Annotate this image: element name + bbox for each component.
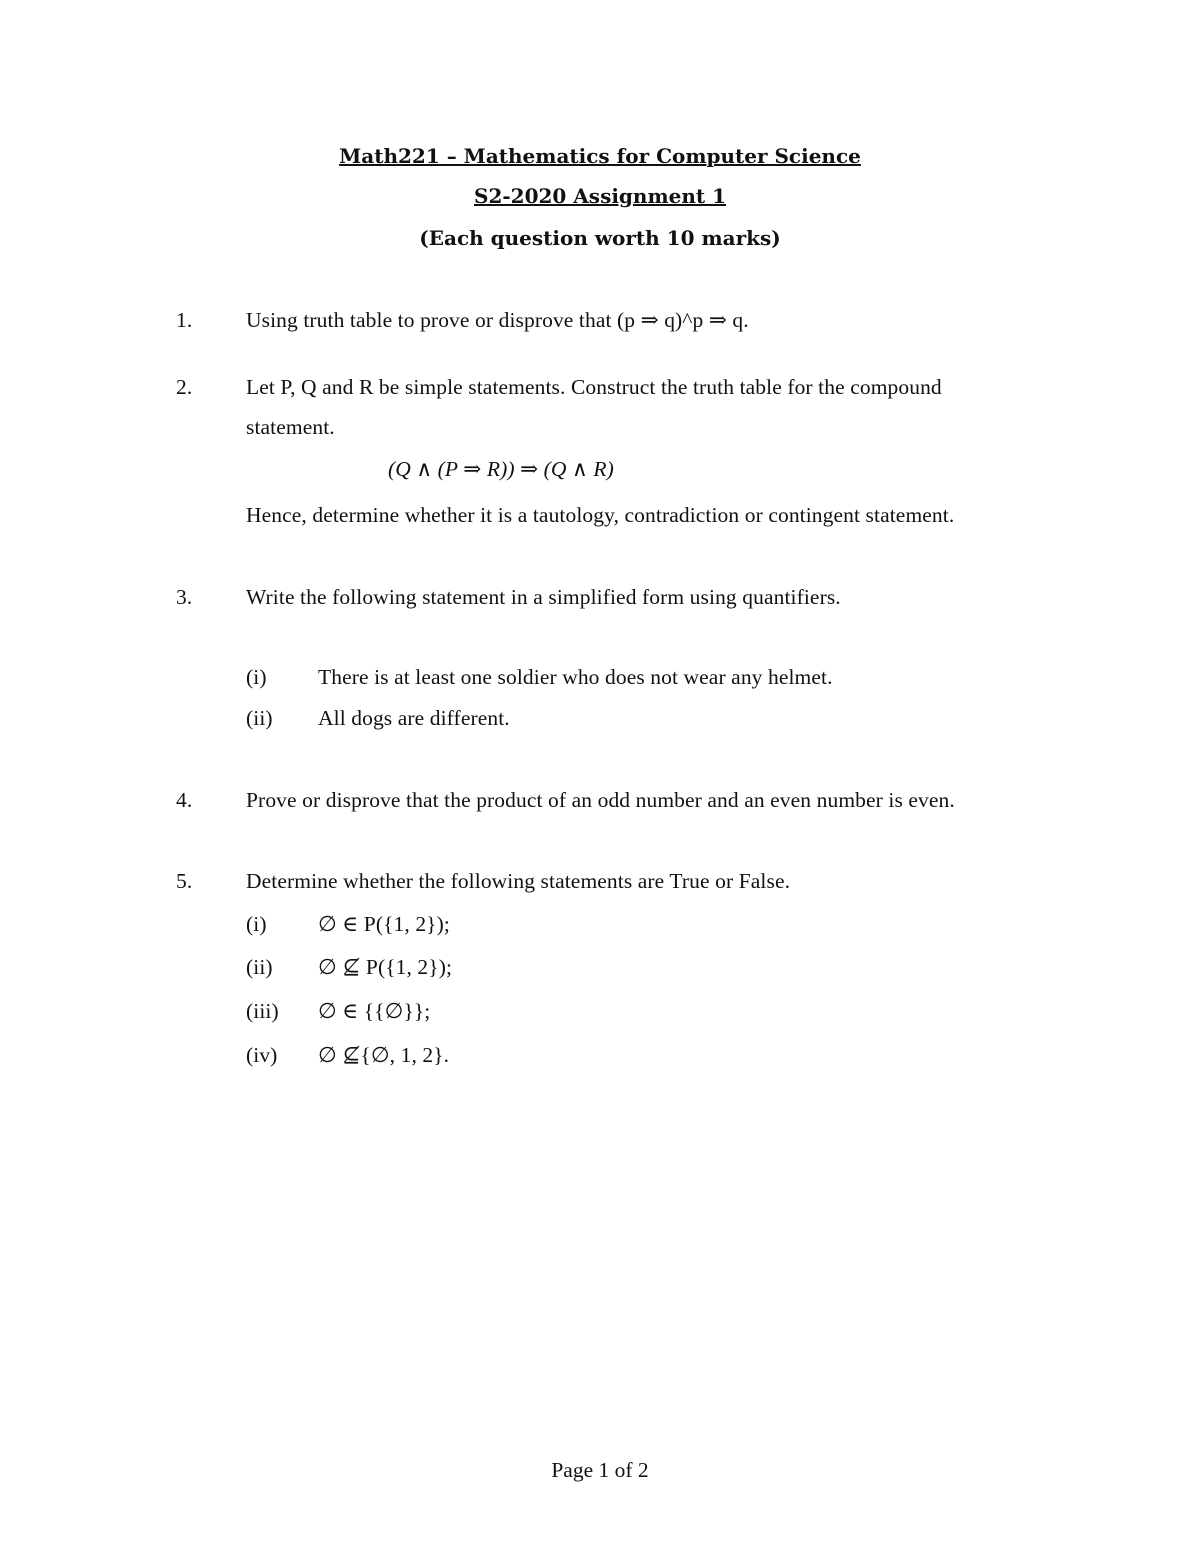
sub-question-label: (iii)	[246, 999, 279, 1023]
page-number: Page 1 of 2	[551, 1458, 649, 1482]
compound-formula: (Q ∧ (P ⇒ R)) ⇒ (Q ∧ R)	[388, 457, 614, 481]
question-number: 1.	[176, 308, 193, 332]
question-text: Determine whether the following statements are True or False.	[246, 869, 791, 893]
sub-question-label: (ii)	[246, 955, 273, 979]
question-followup: Hence, determine whether it is a tautology, contradiction or contingent statement.	[246, 503, 955, 527]
question-number: 4.	[176, 788, 193, 812]
sub-question-label: (i)	[246, 912, 267, 936]
sub-question-text: ∅ ∈ P({1, 2});	[318, 912, 450, 936]
sub-question-text: ∅ ∈ {{∅}};	[318, 999, 431, 1023]
sub-question-label: (iv)	[246, 1043, 278, 1067]
sub-question-label: (i)	[246, 665, 267, 689]
sub-question-text: ∅ ⊈{∅, 1, 2}.	[318, 1043, 450, 1067]
assignment-title	[0, 184, 1200, 208]
marks-note: (Each question worth 10 marks)	[419, 226, 781, 250]
question-number: 5.	[176, 869, 193, 893]
course-title-text: Math221 – Mathematics for Computer Science	[339, 144, 861, 168]
sub-question-label: (ii)	[246, 706, 273, 730]
question-text: Let P, Q and R be simple statements. Construct the truth table for the compound	[246, 375, 942, 399]
course-title	[0, 144, 1200, 168]
question-number: 2.	[176, 375, 193, 399]
sub-question-text: There is at least one soldier who does not wear any helmet.	[318, 665, 833, 689]
question-number: 3.	[176, 585, 193, 609]
question-text: Write the following statement in a simplified form using quantifiers.	[246, 585, 841, 609]
question-text-continued: statement.	[246, 415, 335, 439]
assignment-title-text: S2-2020 Assignment 1	[474, 184, 726, 208]
sub-question-text: ∅ ⊈ P({1, 2});	[318, 955, 453, 979]
question-text: Prove or disprove that the product of an odd number and an even number is even.	[246, 788, 955, 812]
question-text: Using truth table to prove or disprove that (p ⇒ q)^p ⇒ q.	[246, 308, 749, 332]
sub-question-text: All dogs are different.	[318, 706, 510, 730]
